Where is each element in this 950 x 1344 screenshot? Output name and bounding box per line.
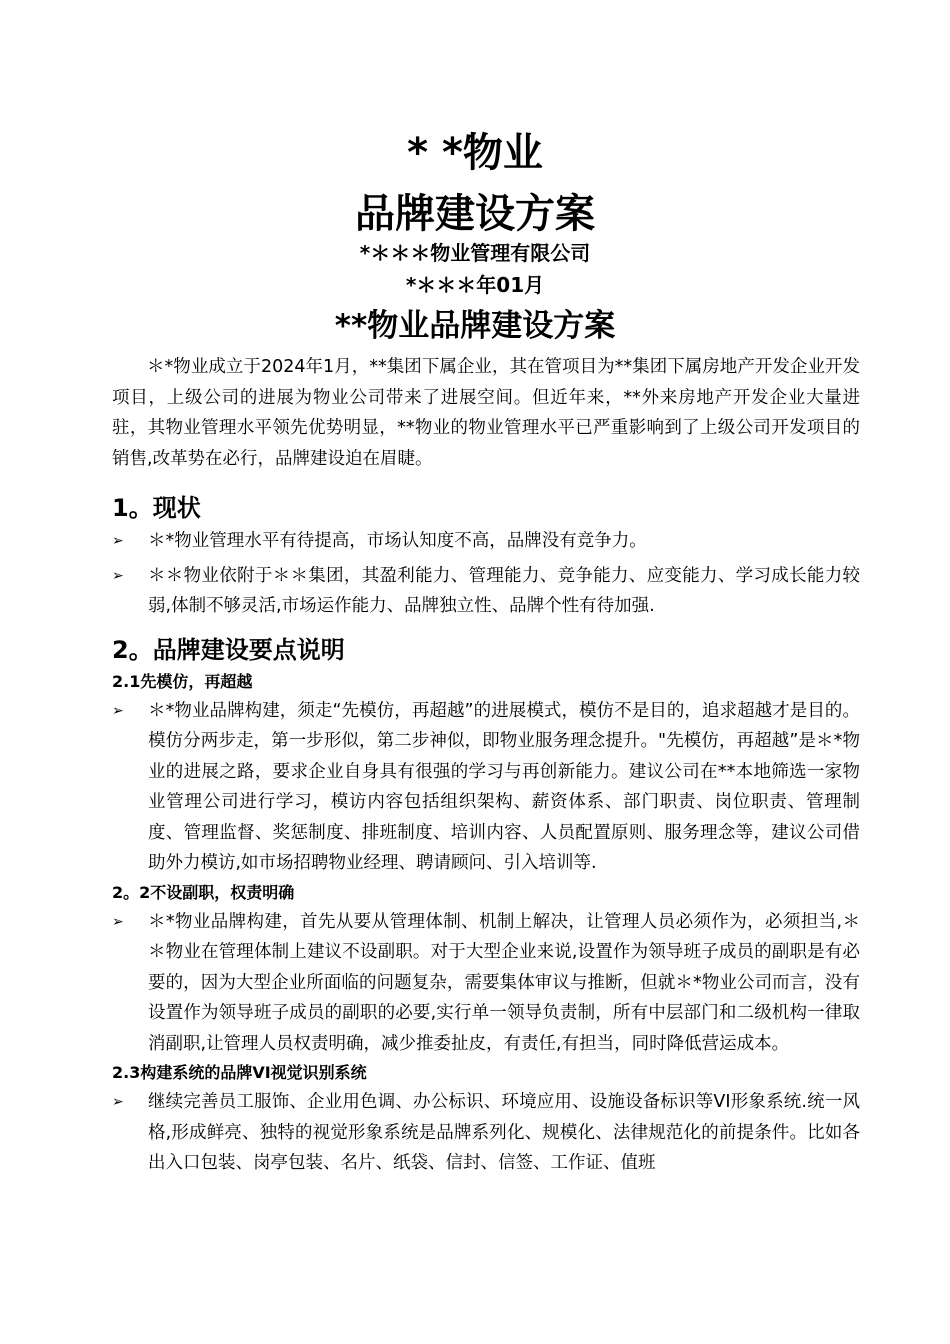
subsection-2-2-heading: 2。2不设副职，权责明确	[112, 882, 295, 902]
list-item	[112, 561, 860, 622]
subsection-2-3-heading: 2.3构建系统的品牌VI视觉识别系统	[112, 1063, 367, 1082]
subsection-2-1-list	[112, 696, 860, 879]
cover-title-line2: 品牌建设方案	[355, 191, 595, 237]
section1-list	[112, 526, 860, 622]
intro-paragraph: ＊*物业成立于2024年1月，**集团下属企业，其在管项目为**集团下属房地产开发企业开发项目，上级公司的进展为物业公司带来了进展空间。但近年来，**外来房地产开发企业大量进驻，其物业管理水平领先优势明显，**物业的物业管理水平已严重影响到了上级公司开发项目的销售,改革势在必行，品牌建设迫在眉睫。	[112, 357, 860, 469]
arrow-bullet-icon: ➢	[112, 913, 124, 930]
arrow-bullet-icon: ➢	[112, 702, 124, 719]
document-body	[112, 352, 860, 1179]
arrow-bullet-icon: ➢	[112, 1094, 124, 1110]
cover-title-line1: * *物业	[407, 130, 543, 176]
cover-company: *＊＊＊物业管理有限公司	[359, 241, 591, 265]
list-item	[112, 1087, 860, 1179]
subsection-2-2-list	[112, 907, 860, 1060]
list-item	[112, 907, 860, 1060]
list-item	[112, 526, 860, 557]
cover-date: *＊＊＊年01月	[405, 273, 545, 297]
subsection-2-3-list	[112, 1087, 860, 1179]
section1-heading: 1。现状	[112, 494, 201, 522]
list-item-text: ＊*物业管理水平有待提高，市场认知度不高，品牌没有竞争力。	[148, 531, 647, 551]
arrow-bullet-icon: ➢	[112, 567, 124, 584]
subsection-2-1-heading: 2.1先模仿，再超越	[112, 671, 253, 691]
list-item	[112, 696, 860, 879]
document-title: **物业品牌建设方案	[334, 308, 616, 344]
list-item-text: 继续完善员工服饰、企业用色调、办公标识、环境应用、设施设备标识等VI形象系统.统一风格,形成鲜亮、独特的视觉形象系统是品牌系列化、规模化、法律规范化的前提条件。比如各出入口包装、岗亭包装、名片、纸袋、信封、信签、工作证、值班	[148, 1092, 860, 1173]
arrow-bullet-icon: ➢	[112, 533, 124, 549]
section2-heading: 2。品牌建设要点说明	[112, 635, 345, 664]
list-item-text: ＊＊物业依附于＊＊集团，其盈利能力、管理能力、竞争能力、应变能力、学习成长能力较弱,体制不够灵活,市场运作能力、品牌独立性、品牌个性有待加强.	[148, 565, 860, 616]
list-item-text: ＊*物业品牌构建，首先从要从管理体制、机制上解决，让管理人员必须作为，必须担当,＊＊物业在管理体制上建议不设副职。对于大型企业来说,设置作为领导班子成员的副职是有必要的，因为大型企业所面临的问题复杂，需要集体审议与推断，但就＊*物业公司而言，没有设置作为领导班子成员的副职的必要,实行单一领导负责制，所有中层部门和二级机构一律取消副职,让管理人员权责明确，减少推委扯皮，有责任,有担当，同时降低营运成本。	[148, 911, 860, 1054]
list-item-text: ＊*物业品牌构建，须走“先模仿，再超越”的进展模式，模仿不是目的，追求超越才是目的。模仿分两步走，第一步形似，第二步神似，即物业服务理念提升。"先模仿，再超越”是＊*物业的进展之路，要求企业自身具有很强的学习与再创新能力。建议公司在**本地筛选一家物业管理公司进行学习，模访内容包括组织架构、薪资体系、部门职责、岗位职责、管理制度、管理监督、奖惩制度、排班制度、培训内容、人员配置原则、服务理念等，建议公司借助外力模访,如市场招聘物业经理、聘请顾问、引入培训等.	[148, 700, 860, 873]
